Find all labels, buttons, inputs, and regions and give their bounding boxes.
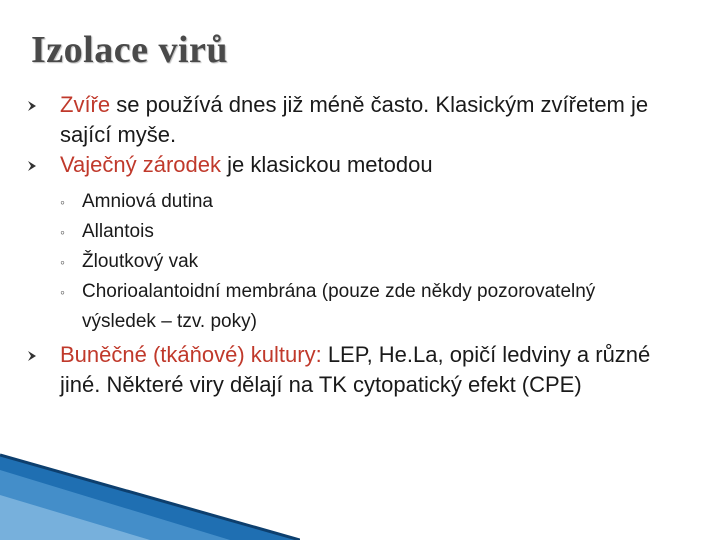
ring-bullet-icon: ◦: [60, 224, 65, 240]
arrow-bullet-icon: [27, 161, 37, 171]
sub-bullet-item: [60, 247, 642, 277]
arrow-bullet-icon: [27, 351, 37, 361]
bullet-egg: [60, 150, 680, 180]
sub-bullet-text: Chorioalantoidní membrána (pouze zde někdy pozorovatelný výsledek – tzv. poky): [82, 281, 596, 332]
bullet-highlight: Zvíře: [60, 92, 111, 117]
bullet-text: je klasickou metodou: [221, 152, 433, 177]
ring-bullet-icon: ◦: [60, 254, 65, 270]
corner-decoration: [0, 440, 300, 540]
bullet-animal: [60, 90, 680, 150]
ring-bullet-icon: ◦: [60, 194, 65, 210]
bullet-highlight: Buněčné (tkáňové) kultury:: [60, 342, 322, 367]
sub-bullet-item: [60, 217, 642, 247]
bullet-highlight: Vaječný zárodek: [60, 152, 222, 177]
slide-title: Izolace virů: [31, 29, 229, 71]
sub-bullet-item: [60, 277, 642, 337]
bullet-text: se používá dnes již méně často. Klasickým zvířetem je sající myše.: [60, 92, 649, 147]
arrow-bullet-icon: [27, 101, 37, 111]
sub-bullet-text: Amniová dutina: [82, 191, 213, 212]
sub-bullet-text: Žloutkový vak: [82, 251, 199, 272]
sub-bullet-text: Allantois: [82, 221, 154, 242]
bullet-text: LEP, He.La, opičí ledviny a různé jiné. Některé viry dělají na TK cytopatický efekt (CPE): [60, 342, 651, 397]
sub-bullet-item: [60, 187, 642, 217]
ring-bullet-icon: ◦: [60, 284, 65, 300]
bullet-cell-cultures: [60, 340, 680, 400]
